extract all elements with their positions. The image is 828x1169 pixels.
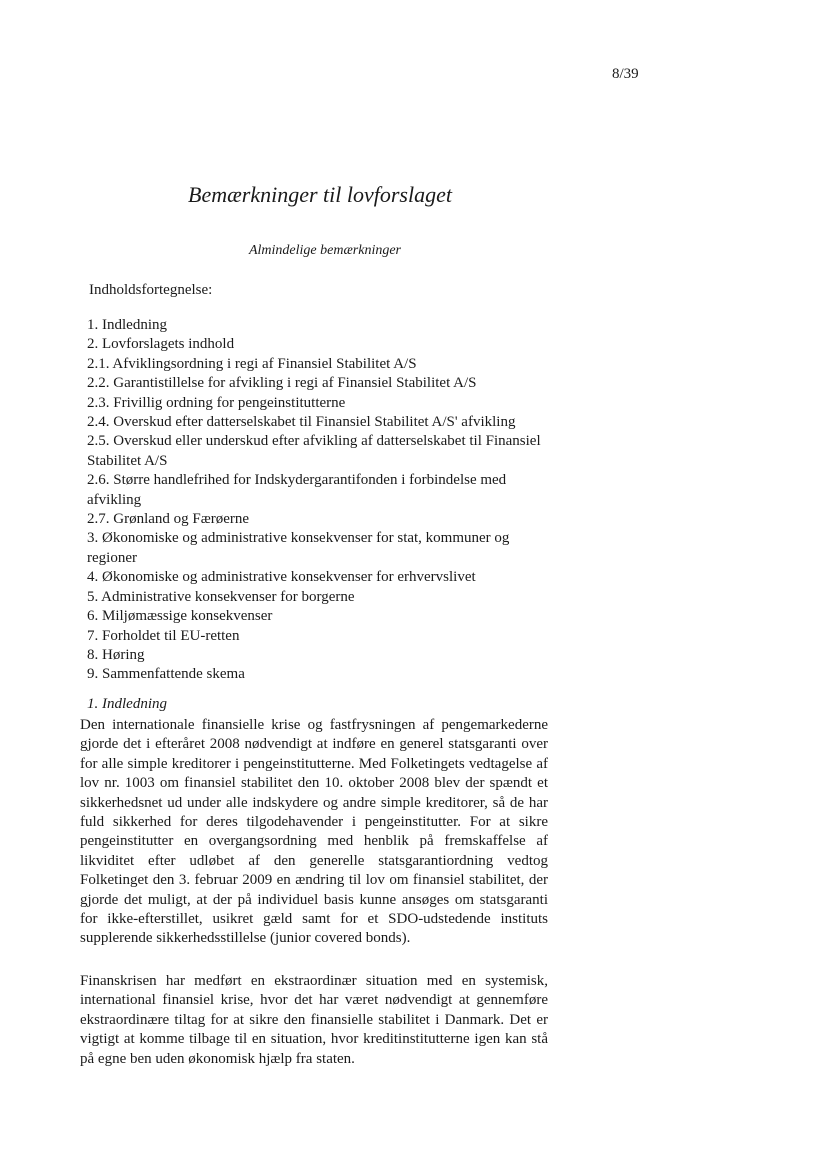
toc-item: 5. Administrative konsekvenser for borgerne (87, 588, 355, 605)
toc-item: 7. Forholdet til EU-retten (87, 627, 240, 644)
toc-item: 2.7. Grønland og Færøerne (87, 511, 250, 528)
toc-label: Indholdsfortegnelse: (89, 282, 213, 298)
section-paragraph: Den internationale finansielle krise og fastfrysningen af pengemarkederne gjorde det i efteråret 2008 nødvendigt at indføre en generel statsgaranti over for alle simple kreditorer i pengeinstitutterne. Med Folketingets vedtagelse af lov nr. 1003 om finansiel stabilitet den 10. oktober 2008 blev der spændt et sikkerhedsnet ud under alle indskydere og andre simple kreditorer, så de har fuld sikkerhed for deres tilgodehavender i pengeinstitutter. For at sikre pengeinstitutter en overgangsordning med henblik på fremskaffelse af likviditet efter udløbet af den generelle statsgarantiordning vedtog Folketinget den 3. februar 2009 en ændring til lov om finansiel stabilitet, der gjorde det muligt, at der på individuel basis kunne ansøges om statsgaranti for ikke-efterstillet, usikret gæld samt for et SDO-udstedende instituts supplerende sikkerhedsstillelse (junior covered bonds). (80, 717, 548, 947)
toc-item: 9. Sammenfattende skema (87, 666, 245, 683)
toc-item: 2.6. Større handlefrihed for Indskydergarantifonden i forbindelse med afvikling (87, 472, 507, 508)
toc-item: 2.1. Afviklingsordning i regi af Finansiel Stabilitet A/S (87, 355, 417, 372)
toc-item: 4. Økonomiske og administrative konsekvenser for erhvervslivet (87, 569, 476, 586)
toc-item: 6. Miljømæssige konsekvenser (87, 608, 273, 625)
toc-item: 2.2. Garantistillelse for afvikling i regi af Finansiel Stabilitet A/S (87, 375, 477, 392)
page-number: 8/39 (612, 66, 639, 82)
toc-item: 2.4. Overskud efter datterselskabet til Finansiel Stabilitet A/S' afvikling (87, 414, 516, 431)
toc-item: 8. Høring (87, 646, 145, 663)
table-of-contents (87, 316, 557, 685)
toc-item: 2. Lovforslagets indhold (87, 336, 235, 353)
toc-item: 2.5. Overskud eller underskud efter afvikling af datterselskabet til Finansiel Stabilitet A/S (87, 433, 541, 469)
document-title: Bemærkninger til lovforslaget (188, 182, 452, 207)
toc-item: 1. Indledning (87, 317, 167, 333)
section-heading: 1. Indledning (87, 696, 167, 712)
section-paragraph: Finanskrisen har medført en ekstraordinær situation med en systemisk, international finansiel krise, hvor det har været nødvendigt at gennemføre ekstraordinære tiltag for at sikre den finansielle stabilitet i Danmark. Det er vigtigt at komme tilbage til en situation, hvor kreditinstitutterne igen kan stå på egne ben uden økonomisk hjælp fra staten. (80, 973, 548, 1067)
document-subtitle: Almindelige bemærkninger (248, 243, 402, 258)
toc-item: 3. Økonomiske og administrative konsekvenser for stat, kommuner og regioner (87, 530, 510, 566)
toc-item: 2.3. Frivillig ordning for pengeinstitutterne (87, 394, 346, 411)
